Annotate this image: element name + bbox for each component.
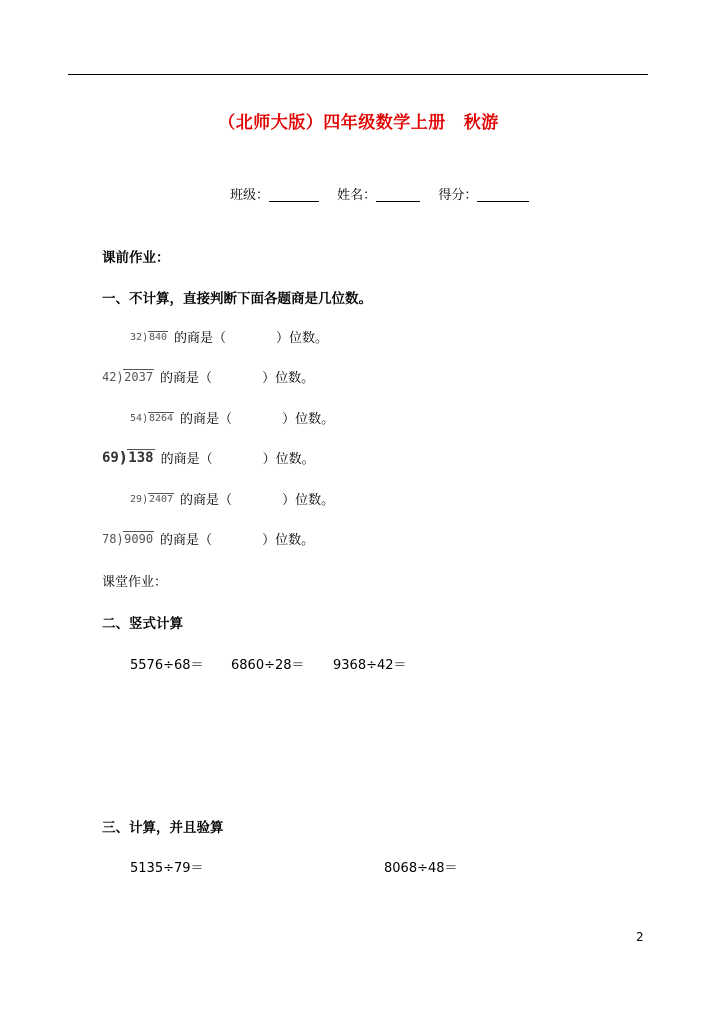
long-division: 69 ) 138 [102, 449, 154, 467]
name-label: 姓名： [337, 188, 377, 203]
q3-heading: 三、计算，并且验算 [102, 820, 224, 836]
q2-heading: 二、竖式计算 [102, 616, 183, 632]
q1-item-6: 78 ) 9090 的商是（ ）位数。 [102, 531, 315, 548]
score-label: 得分： [438, 188, 478, 203]
q2-item-3: 9368÷42＝ [333, 658, 407, 673]
title-main: （北师大版）四年级数学上册 [218, 113, 446, 133]
q2-item-1: 5576÷68＝ [130, 658, 204, 673]
title-sub: 秋游 [463, 113, 499, 133]
q1-heading: 一、不计算，直接判断下面各题商是几位数。 [102, 291, 372, 307]
q1-item-1: 32 ) 840 的商是（ ）位数。 [130, 330, 329, 346]
document-title [0, 108, 717, 133]
name-blank[interactable] [376, 187, 420, 202]
long-division: 29 ) 2407 [130, 492, 174, 506]
long-division: 54 ) 8264 [130, 411, 174, 425]
score-field [438, 184, 529, 203]
header-rule [68, 74, 648, 75]
q3-item-2: 8068÷48＝ [384, 861, 458, 876]
long-division: 42 ) 2037 [102, 369, 154, 385]
q1-item-3: 54 ) 8264 的商是（ ）位数。 [130, 411, 335, 427]
score-blank[interactable] [477, 187, 529, 202]
preclass-heading: 课前作业： [102, 250, 170, 266]
q2-item-2: 6860÷28＝ [231, 658, 305, 673]
class-field [230, 184, 319, 203]
class-label: 班级： [230, 188, 270, 203]
q3-item-1: 5135÷79＝ [130, 861, 204, 876]
q1-item-5: 29 ) 2407 的商是（ ）位数。 [130, 492, 335, 508]
long-division: 32 ) 840 [130, 330, 168, 344]
long-division: 78 ) 9090 [102, 531, 154, 547]
inclass-heading: 课堂作业： [102, 575, 168, 590]
page-number: 2 [636, 930, 644, 944]
q1-item-4: 69 ) 138 的商是（ ）位数。 [102, 449, 315, 467]
name-field [337, 184, 420, 203]
class-blank[interactable] [269, 187, 319, 202]
student-info-row [230, 184, 529, 203]
q1-item-2: 42 ) 2037 的商是（ ）位数。 [102, 369, 315, 386]
